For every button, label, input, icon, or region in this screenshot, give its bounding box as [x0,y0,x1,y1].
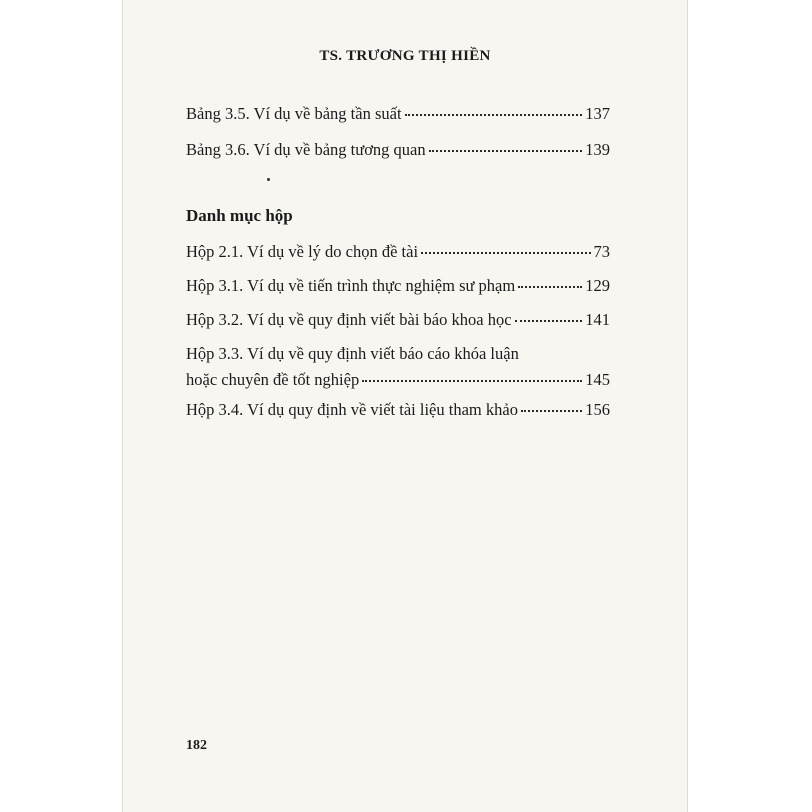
toc-entry-label: Hộp 3.4. Ví dụ quy định về viết tài liệu tham khảo [186,400,518,419]
toc-entry-box-2-1 [186,242,610,262]
toc-entry-box-3-4 [186,400,610,420]
toc-entry-box-3-2 [186,310,610,330]
toc-entry-label: Bảng 3.6. Ví dụ về bảng tương quan [186,140,426,159]
toc-entry-page: 137 [585,104,610,123]
toc-entry-page: 139 [585,140,610,159]
toc-entry-label: Hộp 2.1. Ví dụ về lý do chọn đề tài [186,242,419,261]
toc-entry-page: 145 [585,370,610,389]
toc-entry-box-3-1 [186,276,610,296]
toc-entry-page: 73 [593,242,610,261]
dot-leader [521,410,582,412]
toc-entry-label: hoặc chuyên đề tốt nghiệp [186,370,360,389]
dot-leader [421,252,590,254]
page-number: 182 [186,738,207,753]
toc-entry-box-3-3 [186,370,610,390]
dot-leader [518,286,582,288]
toc-entry-page: 141 [585,310,610,329]
dot-leader [515,320,583,322]
dot-leader [429,150,583,152]
toc-entry-label: Bảng 3.5. Ví dụ về bảng tần suất [186,104,402,123]
section-heading-boxes: Danh mục hộp [186,206,293,225]
dot-leader [362,380,582,382]
toc-entry-page: 129 [585,276,610,295]
toc-entry-label: Hộp 3.2. Ví dụ về quy định viết bài báo khoa học [186,310,512,329]
toc-entry-page: 156 [585,400,610,419]
toc-entry-box-3-3-line1: Hộp 3.3. Ví dụ về quy định viết báo cáo khóa luận [186,344,519,363]
dot-leader [405,114,583,116]
book-page [122,0,688,812]
running-head: TS. TRƯƠNG THỊ HIỀN [319,48,491,64]
toc-entry-label: Hộp 3.1. Ví dụ về tiến trình thực nghiệm sư phạm [186,276,516,295]
ink-speck [267,178,270,181]
toc-entry-table-3-6 [186,140,610,160]
toc-entry-table-3-5 [186,104,610,124]
